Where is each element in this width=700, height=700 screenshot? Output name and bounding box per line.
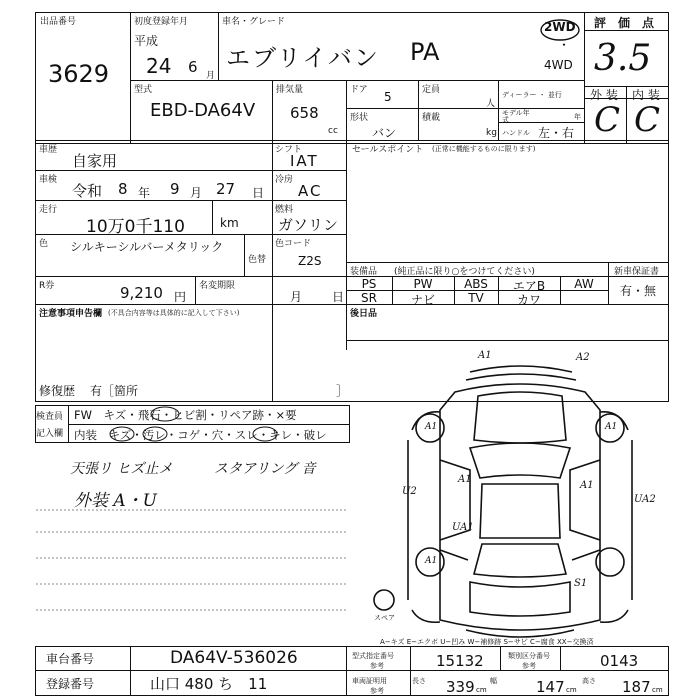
class-number: 0143	[600, 652, 639, 670]
width-unit: cm	[566, 686, 577, 694]
model-year-label: モデル年式	[502, 109, 530, 124]
warranty-label: 新車保証書	[614, 267, 660, 277]
displacement-label: 排気量	[276, 85, 304, 95]
inspection-day: 27	[216, 180, 236, 198]
notes-label: 注意事項申告欄	[39, 309, 103, 319]
damage-code-front: A1	[478, 350, 492, 361]
notes-sub: (不具合内容等は具体的に記入して下さい)	[108, 309, 240, 317]
equip-leather: カワ	[516, 293, 541, 307]
color-label: 色	[39, 239, 49, 249]
lot-number: 3629	[48, 60, 110, 88]
repair-label: 修復歴	[39, 384, 76, 398]
equip-airbag: エアB	[512, 279, 546, 293]
damage-code-front-right: A2	[576, 352, 590, 363]
plate-number: 山口 480 ち 11	[150, 675, 268, 693]
ac: AC	[298, 182, 323, 200]
drive-dot: ・	[558, 38, 571, 52]
damage-code-right-front-door: A1	[580, 480, 594, 491]
mileage-label: 走行	[39, 205, 58, 215]
chassis-number: DA64V-536026	[170, 648, 298, 668]
displacement: 658	[290, 104, 319, 122]
drive-4wd: 4WD	[544, 58, 573, 72]
dealer-label: ディーラー ・ 並行	[502, 91, 562, 99]
km-unit: km	[220, 216, 239, 230]
doors-label: ドア	[350, 85, 368, 95]
cert-label: 車両証明用	[352, 677, 387, 685]
damage-code-rear-right: S1	[574, 578, 588, 589]
handwritten-note-3: 外装 A・U	[74, 491, 158, 511]
color-change-label: 色替	[248, 255, 267, 265]
yen-unit: 円	[174, 290, 187, 304]
damage-code-left-rear-door: UA1	[452, 522, 474, 533]
damage-code-front-left-wheel: A1	[425, 422, 438, 432]
plate-label: 登録番号	[46, 677, 95, 691]
width: 147	[536, 678, 565, 696]
load-label: 積載	[422, 113, 441, 123]
class-label: 類別区分番号	[508, 652, 550, 660]
damage-code-left-front-door: A1	[458, 474, 472, 485]
car-name-label: 車名・グレード	[222, 17, 286, 27]
equip-aw: AW	[574, 277, 594, 291]
length-unit: cm	[476, 686, 487, 694]
model-label: 型式	[134, 85, 153, 95]
color-code: Z2S	[298, 254, 322, 268]
fuel-label: 燃料	[275, 205, 294, 215]
handle: 左・右	[538, 126, 575, 140]
recycle-label: R券	[39, 281, 55, 291]
inspection-line-2: 内装 キズ・汚レ・コゲ・穴・スレ・キレ・破レ	[74, 428, 327, 442]
sales-point-label: セールスポイント	[352, 145, 424, 155]
equipment-sub: (純正品に限り○をつけてください)	[394, 267, 535, 277]
shift: IAT	[290, 152, 319, 170]
score-value: 3.5	[594, 38, 652, 79]
equip-navi: ナビ	[410, 293, 435, 307]
handle-label: ハンドル	[502, 129, 530, 137]
inspection-line-1: FW キズ・飛石・ヒビ割・リペア跡・×要	[74, 408, 297, 422]
cc-unit: cc	[328, 126, 338, 136]
equip-pw: PW	[413, 277, 433, 291]
height-unit: cm	[652, 686, 663, 694]
cert-ref: 参考	[370, 687, 384, 695]
length: 339	[446, 678, 475, 696]
inspection-era: 令和	[72, 182, 103, 200]
width-label: 幅	[490, 677, 497, 685]
doors: 5	[384, 90, 392, 104]
capacity-label: 定員	[422, 85, 441, 95]
name-change-day: 日	[332, 290, 345, 304]
shift-label: シフト	[275, 145, 303, 155]
damage-code-left-side: U2	[402, 486, 417, 497]
height: 187	[622, 678, 651, 696]
history: 自家用	[72, 152, 118, 170]
after-items-label: 後日品	[350, 309, 378, 319]
year-unit: 年	[574, 113, 581, 121]
interior-grade: C	[634, 100, 661, 140]
chassis-label: 車台番号	[46, 652, 95, 666]
equip-sr: SR	[361, 291, 377, 305]
sales-point-sub: (正常に機能するものに限ります)	[432, 145, 536, 153]
class-ref: 参考	[522, 662, 536, 670]
entry-label: 記入欄	[36, 429, 64, 439]
warranty: 有・無	[620, 284, 657, 298]
damage-code-front-right-wheel: A1	[605, 422, 618, 432]
handwritten-note-1: 天張リ ヒズ止メ	[70, 461, 173, 477]
damage-code-right-side: UA2	[634, 494, 656, 505]
handwritten-note-2: スタアリング 音	[214, 461, 316, 477]
score-label: 評 価 点	[594, 16, 655, 30]
equip-ps: PS	[361, 277, 377, 291]
model: EBD-DA64V	[150, 100, 256, 121]
color-code-label: 色コード	[275, 239, 312, 249]
interior-label: 内 装	[632, 88, 660, 102]
type-cert: 15132	[436, 652, 484, 670]
name-change-month: 月	[290, 290, 303, 304]
shape: バン	[372, 126, 397, 140]
type-cert-label: 型式指定番号	[352, 652, 394, 660]
height-label: 高さ	[582, 677, 596, 685]
damage-code-rear-left-wheel: A1	[425, 556, 438, 566]
first-reg-month: 6	[188, 58, 198, 76]
exterior-label: 外 装	[590, 88, 618, 102]
drive-2wd: 2WD	[544, 20, 576, 34]
inspector-label: 検査員	[36, 412, 64, 422]
recycle-fee: 9,210	[120, 284, 163, 302]
inspection-month: 9	[170, 180, 180, 198]
inspection-label: 車検	[39, 175, 58, 185]
ac-label: 冷房	[275, 175, 294, 185]
name-change-label: 名変期限	[199, 281, 236, 291]
exterior-grade: C	[594, 100, 621, 140]
equip-abs: ABS	[464, 277, 488, 291]
lot-label: 出品番号	[40, 17, 77, 27]
spare-label: スペア	[374, 614, 395, 622]
shape-label: 形状	[350, 113, 369, 123]
damage-legend: A−キズ E−エクボ U−凹み W−補修跡 S−サビ C−腐食 XX−交換済	[380, 638, 594, 646]
equip-tv: TV	[468, 291, 484, 305]
kg-unit: kg	[486, 128, 497, 138]
first-reg-year: 24	[146, 54, 172, 78]
mileage: 10万0千110	[86, 217, 185, 237]
first-reg-month-unit: 月	[206, 71, 216, 81]
inspection-year-unit: 年	[138, 186, 151, 200]
fuel: ガソリン	[278, 216, 339, 234]
first-reg-era: 平成	[134, 34, 159, 48]
inspection-month-unit: 月	[190, 186, 203, 200]
history-label: 車歴	[39, 145, 58, 155]
grade: PA	[410, 38, 440, 66]
color: シルキーシルバーメタリック	[70, 240, 224, 254]
repair-value: 有［箇所	[90, 384, 139, 398]
car-name: エブリイバン	[226, 44, 380, 72]
length-label: 長さ	[412, 677, 426, 685]
type-cert-ref: 参考	[370, 662, 384, 670]
inspection-year: 8	[118, 180, 128, 198]
equipment-label: 装備品	[350, 267, 378, 277]
inspection-day-unit: 日	[252, 186, 265, 200]
person-unit: 人	[486, 99, 496, 109]
repair-close: ］	[336, 384, 349, 398]
first-reg-label: 初度登録年月	[134, 17, 189, 27]
